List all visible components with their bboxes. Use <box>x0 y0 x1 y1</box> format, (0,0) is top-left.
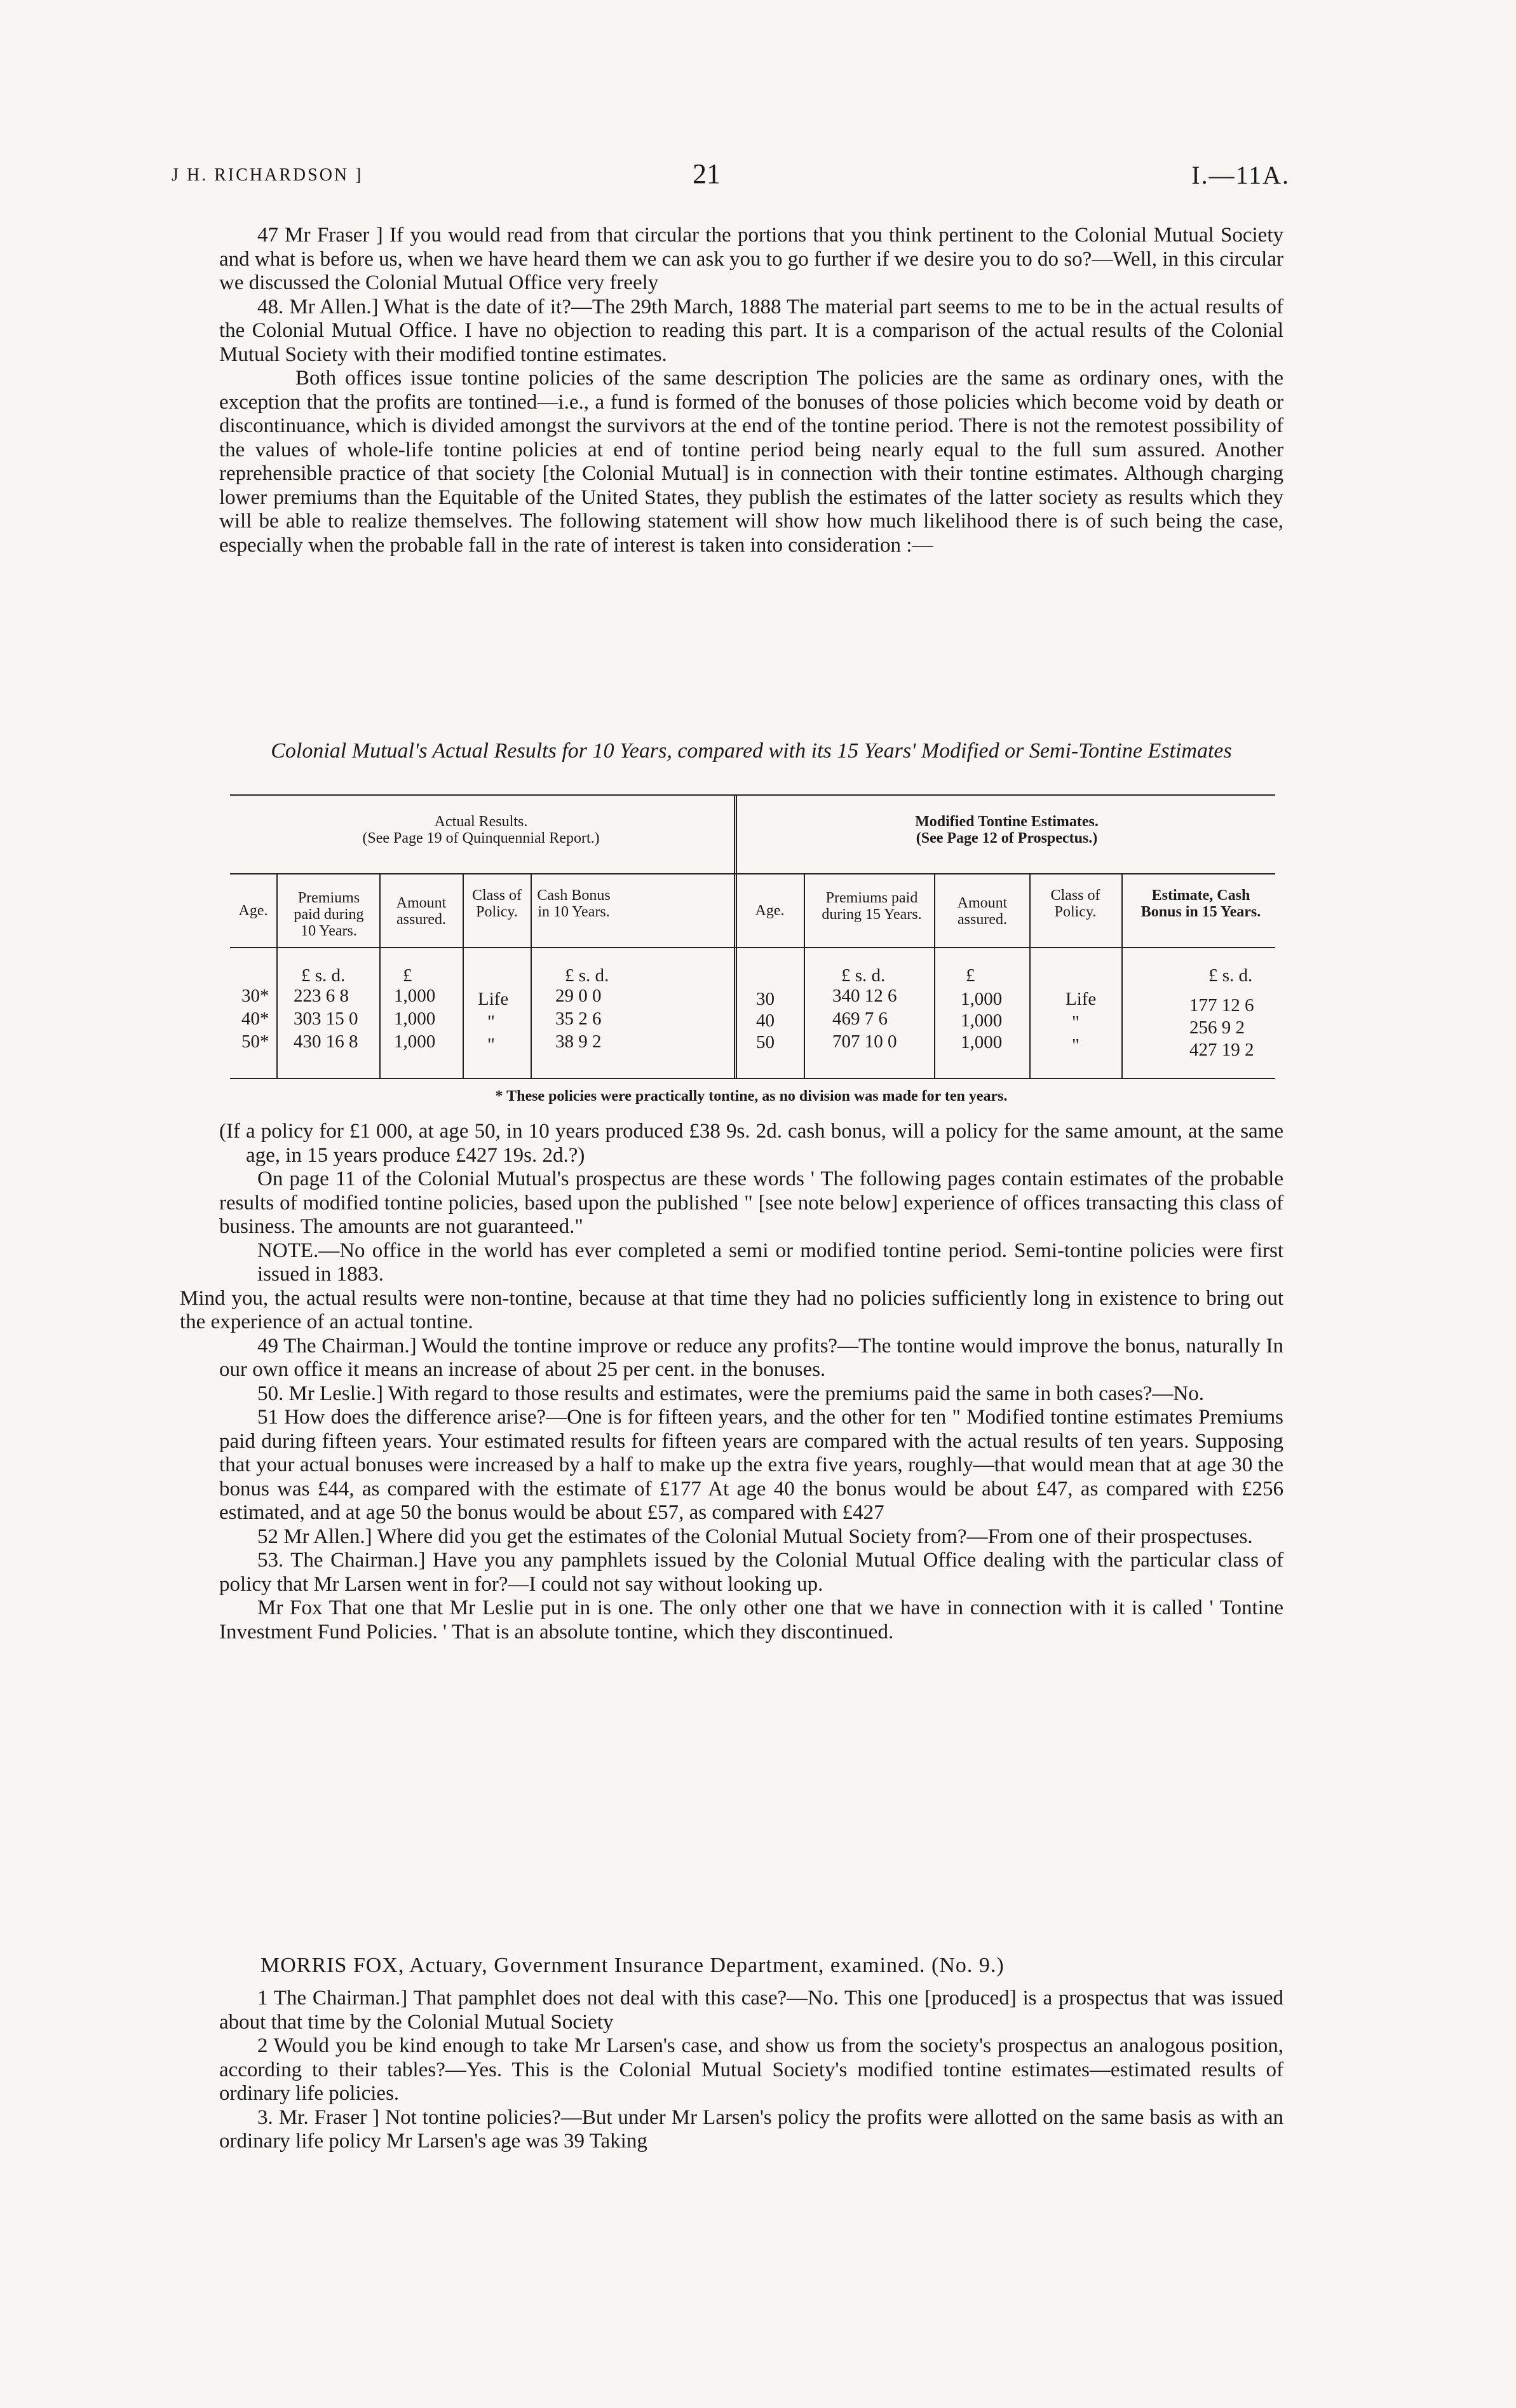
col-class-est: Class of Policy. <box>1050 887 1100 920</box>
unit-premium-10: £ s. d. <box>301 965 346 986</box>
col-cash-bonus-10: Cash Bonus in 10 Years. <box>537 887 611 920</box>
unit-bonus-10: £ s. d. <box>565 965 609 986</box>
document-reference: I.—11A. <box>1191 161 1290 189</box>
actual-results-heading: Actual Results. (See Page 19 of Quinquennial Report.) <box>362 813 600 847</box>
paragraph-q49: 49 The Chairman.] Would the tontine improve or reduce any profits?—The tontine would improve the bonus, naturally In our own office it means an increase of about 25 per cent. in the bonuses. <box>219 1334 1283 1381</box>
col-premiums-10: Premiums paid during 10 Years. <box>294 890 364 939</box>
results-table: Actual Results. (See Page 19 of Quinquennial Report.) Modified Tontine Estimates. (See Page 12 of Prospectus.) Age. Premiums paid during 10 Years. Amount assured. Class of Policy. Cash Bonus in 10 Years. Age. Premiums paid during 15 Years. Amount assured. Class of Policy. Estimate, Cash Bonus in 15 Years. £ s. d. £ £ s. d. £ s. d. £ £ s. d. 30* 223 6 8 1,000 Life 29 0 0 30 340 12 6 1,000 Life 177 12 6 40* 303 15 0 1,000 " 35 2 6 40 469 7 6 1,000 " 256 9 2 50* 430 16 8 1,000 " 38 9 2 50 707 10 0 1,000 " 427 19 2 <box>230 794 1275 1079</box>
paragraph-note: NOTE.—No office in the world has ever completed a semi or modified tontine period. Semi-tontine policies were first issued in 1883. <box>257 1239 1283 1286</box>
section-one <box>219 224 1283 557</box>
section-three <box>219 1987 1283 2154</box>
table-footnote: * These policies were practically tontine, as no division was made for ten years. <box>495 1088 1008 1105</box>
paragraph-fox-q2: 2 Would you be kind enough to take Mr Larsen's case, and show us from the society's prospectus an analogous position, according to their tables?—Yes. This is the Colonial Mutual Society's modified tontine estimates—estimated results of ordinary life policies. <box>219 2034 1283 2105</box>
paragraph-q50: 50. Mr Leslie.] With regard to those results and estimates, were the premiums paid the same in both cases?—No. <box>257 1382 1205 1405</box>
paragraph-mind-you: Mind you, the actual results were non-tontine, because at that time they had no policies sufficiently long in existence to bring out the experience of an actual tontine. <box>180 1286 1283 1333</box>
paragraph-fox-q1: 1 The Chairman.] That pamphlet does not deal with this case?—No. This one [produced] is a prospectus that was issued about that time by the Colonial Mutual Society <box>219 1987 1283 2034</box>
col-class: Class of Policy. <box>472 887 522 920</box>
col-premiums-15: Premiums paid during 15 Years. <box>822 890 922 923</box>
col-estimate-15: Estimate, Cash Bonus in 15 Years. <box>1140 887 1261 920</box>
paragraph-q52: 52 Mr Allen.] Where did you get the estimates of the Colonial Mutual Society from?—From one of their prospectuses. <box>257 1525 1253 1548</box>
table-caption: Colonial Mutual's Actual Results for 10 Years, compared with its 15 Years' Modified or Semi-Tontine Estimates <box>271 739 1232 763</box>
paragraph-mr-fox: Mr Fox That one that Mr Leslie put in is one. The only other one that we have in connection with it is called ' Tontine Investment Fund Policies. ' That is an absolute tontine, which they discontinued. <box>219 1596 1283 1643</box>
col-age-est: Age. <box>755 902 785 919</box>
unit-estimate: £ s. d. <box>1208 965 1253 986</box>
paragraph-question-bonus: (If a policy for £1 000, at age 50, in 10 years produced £38 9s. 2d. cash bonus, will a policy for the same amount, at the same age, in 15 years produce £427 19s. 2d.?) <box>219 1120 1283 1167</box>
col-amount: Amount assured. <box>396 895 447 928</box>
paragraph-prospectus-quote: On page 11 of the Colonial Mutual's prospectus are these words ' The following pages contain estimates of the probable results of modified tontine policies, based upon the published " [see note below] experience of offices transacting this class of business. The amounts are not guaranteed." <box>219 1167 1283 1238</box>
col-age: Age. <box>238 902 268 919</box>
unit-amount: £ <box>403 965 412 986</box>
page-header <box>172 158 1290 196</box>
unit-premium-15: £ s. d. <box>841 965 886 986</box>
section-two <box>180 1120 1283 1644</box>
paragraph-fox-q3: 3. Mr. Fraser ] Not tontine policies?—But under Mr Larsen's policy the profits were allotted on the same basis as with an ordinary life policy Mr Larsen's age was 39 Taking <box>219 2105 1283 2153</box>
page-number: 21 <box>693 158 721 189</box>
estimates-heading: Modified Tontine Estimates. (See Page 12 of Prospectus.) <box>915 813 1099 847</box>
paragraph-q48: 48. Mr Allen.] What is the date of it?—The 29th March, 1888 The material part seems to me to be in the actual results of the Colonial Mutual Office. I have no objection to reading this part. It is a comparison of the actual results of the Colonial Mutual Society with their modified tontine estimates. <box>219 295 1283 366</box>
unit-amount-est: £ <box>966 965 975 986</box>
witness-examined-heading: MORRIS FOX, Actuary, Government Insurance Department, examined. (No. 9.) <box>261 1954 1005 1977</box>
paragraph-q51: 51 How does the difference arise?—One is for fifteen years, and the other for ten " Modified tontine estimates Premiums paid during fifteen years. Your estimated results for fifteen years are compared with the actual results of ten years. Supposing that your actual bonuses were increased by a half to make up the extra five years, roughly—that would mean that at age 30 the bonus was £44, as compared with the estimate of £177 At age 40 the bonus would be about £47, as compared with £256 estimated, and at age 50 the bonus would be about £57, as compared with £427 <box>219 1406 1283 1524</box>
paragraph-q47: 47 Mr Fraser ] If you would read from that circular the portions that you think pertinent to the Colonial Mutual Society and what is before us, when we have heard them we can ask you to go further if we desire you to do so?—Well, in this circular we discussed the Colonial Mutual Office very freely <box>219 224 1283 294</box>
col-amount-est: Amount assured. <box>957 895 1008 928</box>
paragraph-q53: 53. The Chairman.] Have you any pamphlets issued by the Colonial Mutual Office dealing with the particular class of policy that Mr Larsen went in for?—I could not say without looking up. <box>219 1549 1283 1596</box>
witness-name: J H. RICHARDSON ] <box>172 165 363 185</box>
paragraph-circular-quote: Both offices issue tontine policies of the same description The policies are the same as ordinary ones, with the exception that the profits are tontined—i.e., a fund is formed of the bonuses of those policies which become void by death or discontinuance, which is divided amongst the survivors at the end of the tontine period. There is not the remotest possibility of the values of whole-life tontine policies at end of tontine period being nearly equal to the full sum assured. Another reprehensible practice of that society [the Colonial Mutual] is in connection with their tontine estimates. Although charging lower premiums than the Equitable of the United States, they publish the estimates of the latter society as results which they will be able to realize themselves. The following statement will show how much likelihood there is of such being the case, especially when the probable fall in the rate of interest is taken into consideration :— <box>219 367 1283 557</box>
